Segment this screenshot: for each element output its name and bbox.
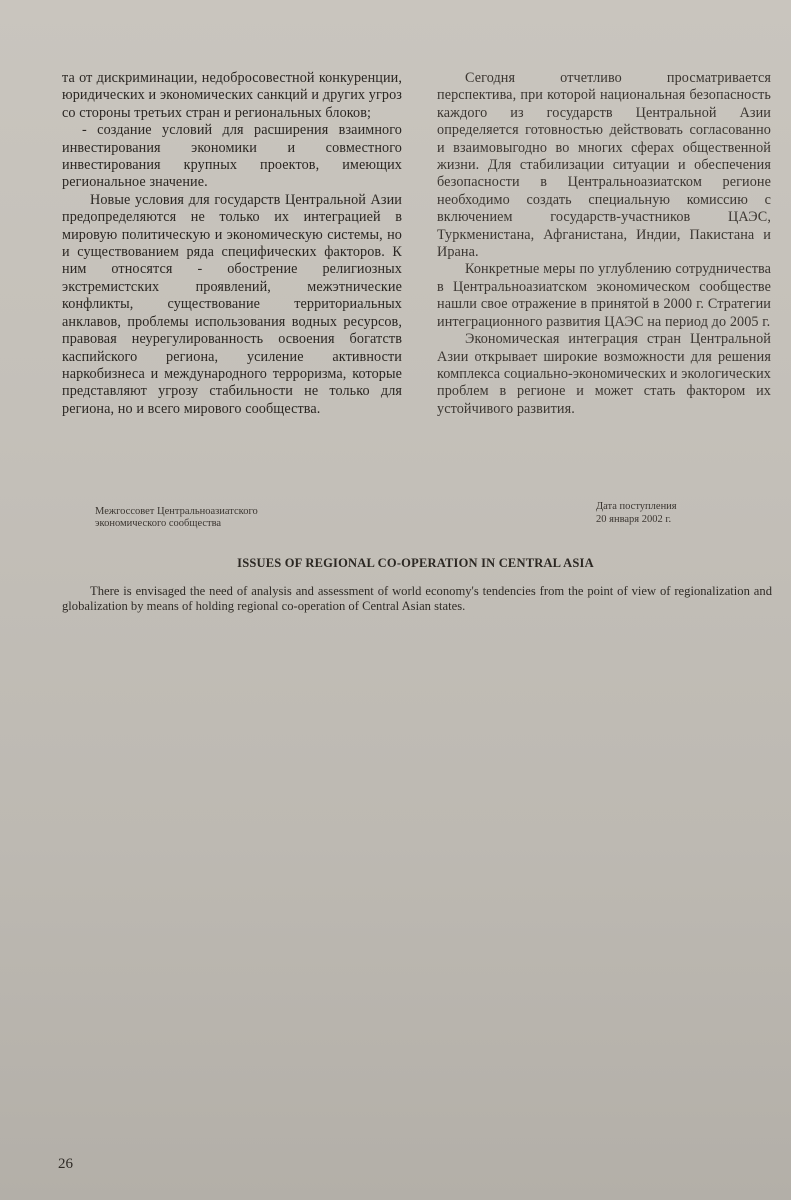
paragraph: та от дискриминации, недобросовестной конкуренции, юридических и экономических санкций и других угроз со стороны третьих стран и региональных блоков; bbox=[62, 70, 402, 121]
author-affiliation bbox=[95, 506, 258, 530]
abstract-body bbox=[62, 584, 772, 614]
paragraph: Конкретные меры по углублению сотрудничества в Центральноазиатском экономическом сообществе нашли свое отражение в принятой в 2000 г. Стратегии интеграционного развития ЦАЭС на период до 2005 г. bbox=[437, 261, 771, 330]
paragraph: Новые условия для государств Центральной Азии предопределяются не только их интеграцией в мировую политическую и экономическую системы, но и существованием ряда специфических факторов. К ним относятся - обострение религиозных экстремистских проявлений, межэтнические конфликты, существование территориальных анклавов, проблемы использования водных ресурсов, правовая неурегулированность освоения богатств каспийского региона, усиление активности наркобизнеса и международного терроризма, которые представляют угрозу стабильности не только для региона, но и всего мирового сообщества. bbox=[62, 191, 402, 417]
page-number: 26 bbox=[58, 1156, 73, 1172]
paragraph: Экономическая интеграция стран Центральной Азии открывает широкие возможности для решения комплекса социально-экономических и экологических проблем в регионе и может стать фактором их устойчивого развития. bbox=[437, 331, 771, 417]
abstract-paragraph: There is envisaged the need of analysis and assessment of world economy's tendencies from the point of view of regionalization and globalization by means of holding regional co-operation of Central Asian states. bbox=[62, 584, 772, 613]
left-text-column bbox=[62, 70, 402, 418]
paragraph: Сегодня отчетливо просматривается перспектива, при которой национальная безопасность каждого из государств Центральной Азии определяется готовностью действовать согласованно и взаимовыгодно во многих сферах общественной жизни. Для стабилизации ситуации и обеспечения безопасности в Центральноазиатском регионе необходимо создать специальную комиссию с включением государств-участников ЦАЭС, Туркменистана, Афганистана, Индии, Пакистана и Ирана. bbox=[437, 70, 771, 261]
right-text-column bbox=[437, 70, 771, 418]
abstract-title: ISSUES OF REGIONAL CO-OPERATION IN CENTRAL ASIA bbox=[237, 556, 594, 570]
affiliation-line: Межгоссовет Центральноазиатского bbox=[95, 506, 258, 517]
received-date-block bbox=[596, 500, 677, 526]
received-date: 20 января 2002 г. bbox=[596, 514, 672, 525]
received-label: Дата поступления bbox=[596, 501, 677, 512]
list-item: - создание условий для расширения взаимного инвестирования экономики и совместного инвестирования крупных проектов, имеющих региональное значение. bbox=[62, 122, 402, 191]
affiliation-line: экономического сообщества bbox=[95, 518, 222, 529]
